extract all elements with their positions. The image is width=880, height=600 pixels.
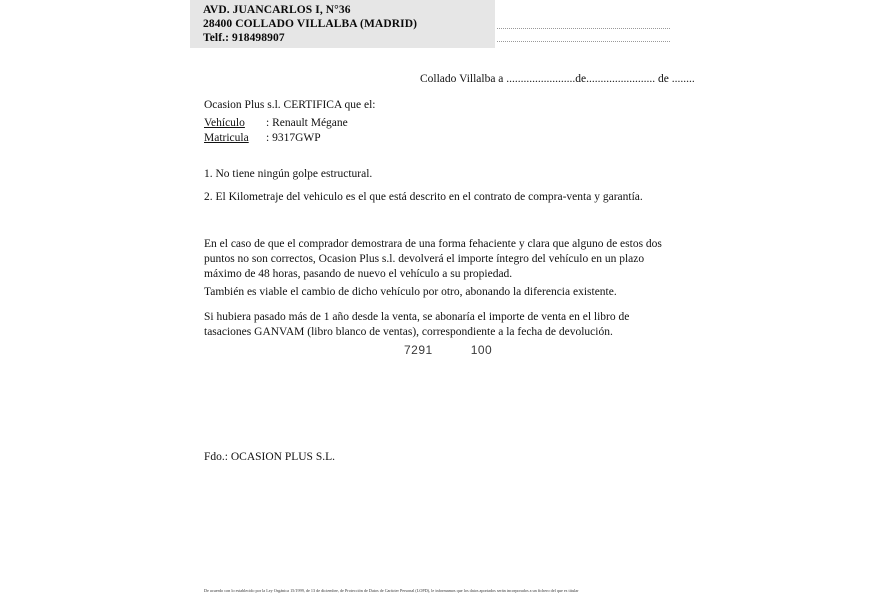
number-first: 7291 xyxy=(404,343,433,357)
handwritten-numbers xyxy=(404,343,492,357)
letterhead-address xyxy=(203,3,503,45)
paragraph-refund: En el caso de que el comprador demostrara de una forma fehaciente y clara que alguno de estos dos puntos no son correctos, Ocasion Plus s.l. devolverá el importe íntegro del vehículo en un plazo máximo de 48 horas, pasando de nuevo el vehículo a su propiedad. xyxy=(204,238,662,280)
address-line-1: AVD. JUANCARLOS I, N°36 xyxy=(203,4,351,16)
address-line-2: 28400 COLLADO VILLALBA (MADRID) xyxy=(203,18,418,30)
certification-statement: Ocasion Plus s.l. CERTIFICA que el: xyxy=(204,99,376,111)
plate-value: : 9317GWP xyxy=(266,132,321,144)
paragraph-exchange: También es viable el cambio de dicho vehículo por otro, abonando la diferencia existente. xyxy=(204,286,617,298)
vehicle-row xyxy=(204,117,348,129)
number-second: 100 xyxy=(470,343,493,357)
place-date-line: Collado Villalba a ........................de........................ de ........ xyxy=(420,73,695,85)
vehicle-value: : Renault Mégane xyxy=(266,117,348,129)
clause-item-2: 2. El Kilometraje del vehiculo es el que está descrito en el contrato de compra-venta y garantía. xyxy=(204,191,643,203)
signature-line: Fdo.: OCASION PLUS S.L. xyxy=(204,451,335,463)
legal-footer: De acuerdo con lo establecido por la Ley Orgánica 15/1999, de 13 de diciembre, de Protección de Datos de Carácter Personal (LOPD), le informamos que los datos aportados serán incorporados a un fichero del que es titular xyxy=(204,588,579,593)
header-dotted-rule-1 xyxy=(497,28,670,29)
address-line-3: Telf.: 918498907 xyxy=(203,32,285,44)
vehicle-label: Vehículo xyxy=(204,117,245,129)
clause-item-1: 1. No tiene ningún golpe estructural. xyxy=(204,168,373,180)
paragraph-ganvam: Si hubiera pasado más de 1 año desde la venta, se abonaría el importe de venta en el libro de tasaciones GANVAM (libro blanco de ventas), correspondiente a la fecha de devolución. xyxy=(204,311,630,338)
header-dotted-rule-2 xyxy=(497,41,670,42)
plate-row xyxy=(204,132,321,144)
plate-label: Matricula xyxy=(204,132,249,144)
